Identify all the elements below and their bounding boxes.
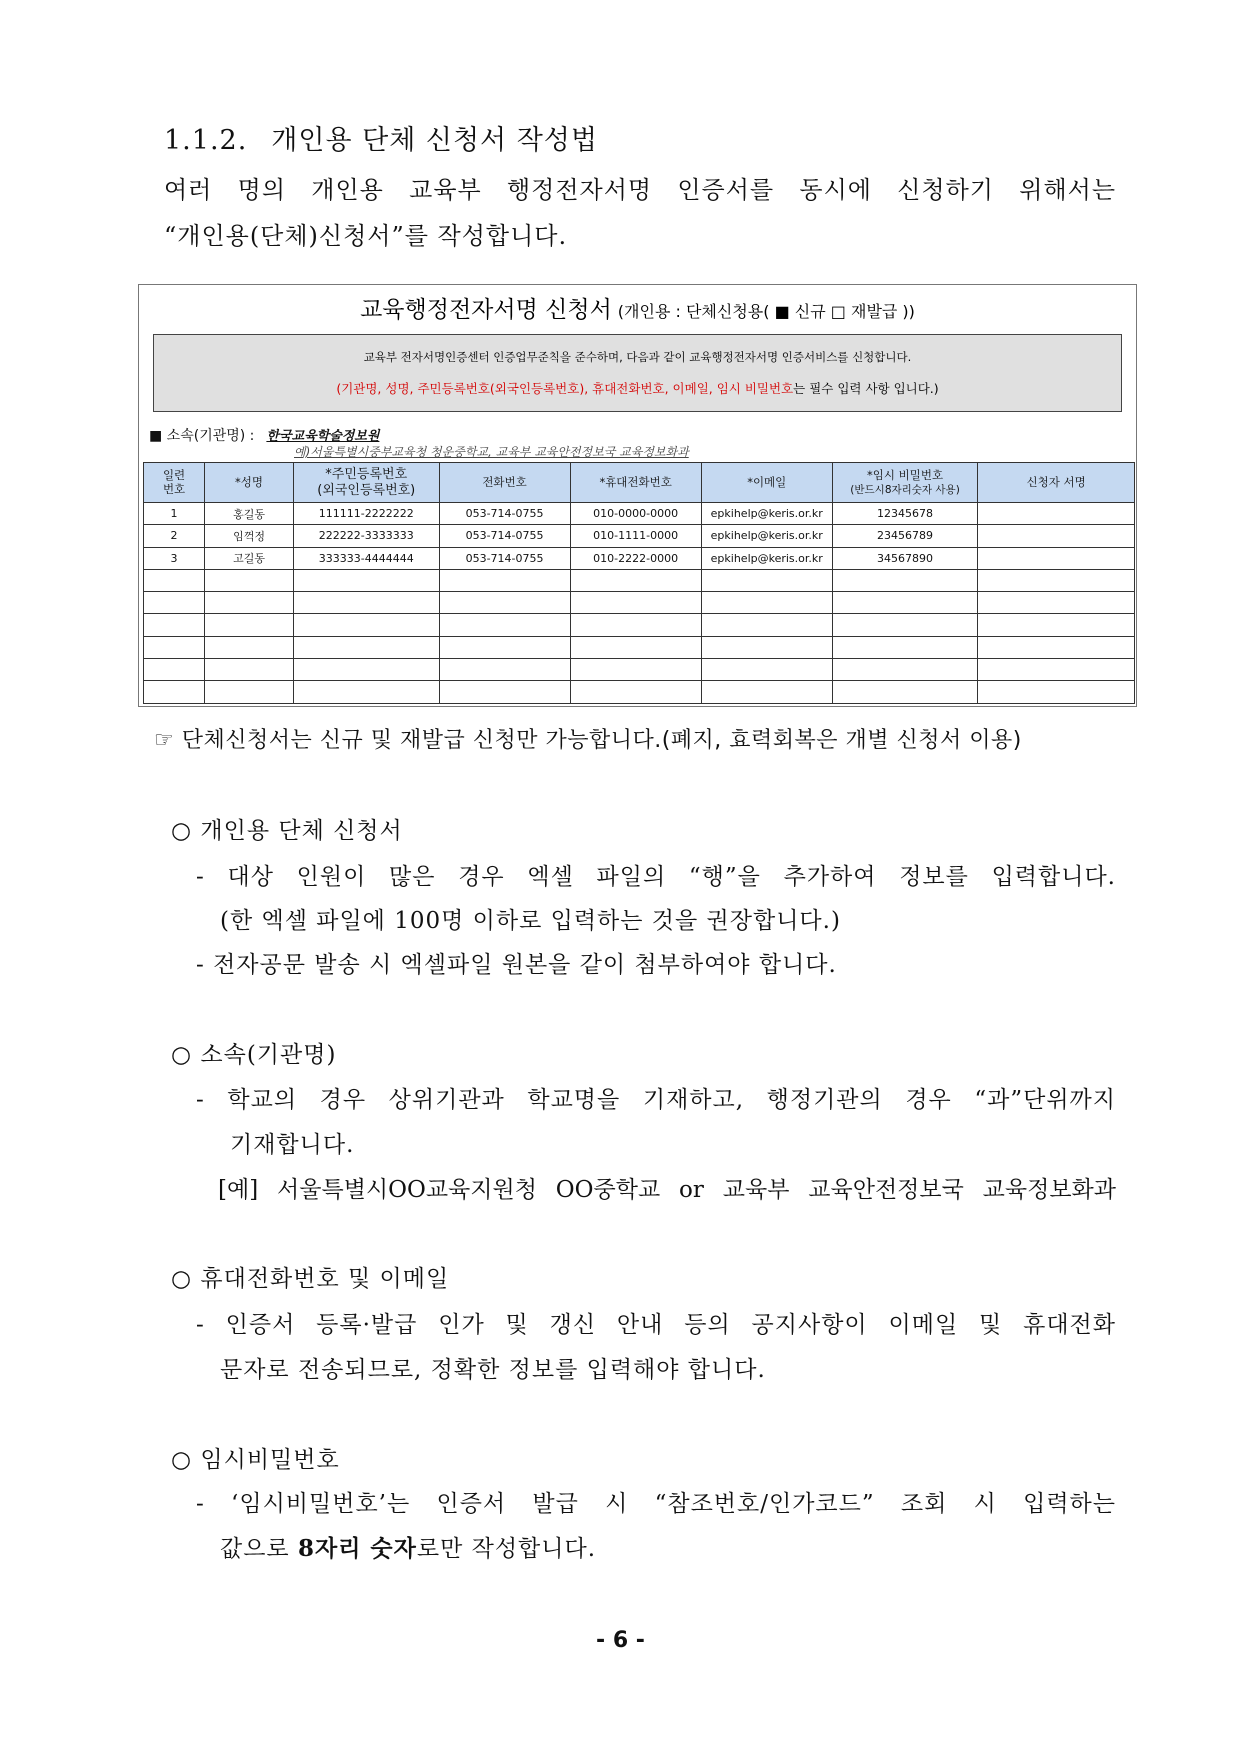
table-row-empty xyxy=(144,614,1135,636)
notice-required-fields: (기관명, 성명, 주민등록번호(외국인등록번호), 휴대전화번호, 이메일, 임시 비밀번호 xyxy=(336,381,794,396)
cell-email: epkihelp@keris.or.kr xyxy=(701,547,832,569)
cell-empty xyxy=(293,569,439,591)
section-3-item-1-cont: 문자로 전송되므로, 정확한 정보를 입력해야 합니다. xyxy=(220,1357,766,1383)
intro-line-1: 여러 명의 개인용 교육부 행정전자서명 인증서를 동시에 신청하기 위해서는 xyxy=(164,176,1116,204)
affiliation-example: 예)서울특별시중부교육청 청운중학교, 교육부 교육안전정보국 교육정보화과 xyxy=(294,445,689,459)
col-mobile: *휴대전화번호 xyxy=(570,463,701,503)
cell-empty xyxy=(205,614,294,636)
form-subtitle: (개인용 : 단체신청용( ■ 신규 □ 재발급 )) xyxy=(617,302,915,321)
cell-empty xyxy=(205,636,294,658)
cell-empty xyxy=(832,569,978,591)
cell-mobile: 010-0000-0000 xyxy=(570,503,701,525)
section-number: 1.1.2. xyxy=(164,125,248,156)
cell-no: 2 xyxy=(144,525,205,547)
cell-empty xyxy=(978,569,1135,591)
section-4-title: ○ 임시비밀번호 xyxy=(171,1447,340,1473)
cell-pw: 23456789 xyxy=(832,525,978,547)
table-row-empty xyxy=(144,569,1135,591)
cell-empty xyxy=(293,592,439,614)
col-serial: 일련 번호 xyxy=(144,463,205,503)
form-title-text: 교육행정전자서명 신청서 xyxy=(360,297,612,323)
cell-empty xyxy=(978,659,1135,681)
cell-empty xyxy=(293,636,439,658)
cell-empty xyxy=(978,614,1135,636)
cell-empty xyxy=(832,636,978,658)
section-1-item-1: - 대상 인원이 많은 경우 엑셀 파일의 “행”을 추가하여 정보를 입력합니다. xyxy=(196,864,1116,890)
section-2-example: [예] 서울특별시OO교육지원청 OO중학교 or 교육부 교육안전정보국 교육정보화과 xyxy=(218,1177,1116,1203)
cell-pw: 34567890 xyxy=(832,547,978,569)
s4-cont-c: 로만 작성합니다. xyxy=(416,1536,597,1562)
affiliation-line xyxy=(149,425,379,445)
section-1-item-2: - 전자공문 발송 시 엑셀파일 원본을 같이 첨부하여야 합니다. xyxy=(196,952,837,978)
cell-empty xyxy=(144,592,205,614)
cell-empty xyxy=(144,569,205,591)
cell-sign xyxy=(978,525,1135,547)
cell-empty xyxy=(293,681,439,703)
page-number: - 6 - xyxy=(596,1628,645,1653)
cell-mobile: 010-1111-0000 xyxy=(570,525,701,547)
cell-empty xyxy=(205,659,294,681)
notice-line-1: 교육부 전자서명인증센터 인증업무준칙을 준수하며, 다음과 같이 교육행정전자서명 인증서비스를 신청합니다. xyxy=(363,350,912,364)
cell-empty xyxy=(832,592,978,614)
section-4-item-1: - ‘임시비밀번호’는 인증서 발급 시 “참조번호/인가코드” 조회 시 입력하는 xyxy=(196,1491,1116,1517)
section-3-item-1: - 인증서 등록·발급 인가 및 갱신 안내 등의 공지사항이 이메일 및 휴대전화 xyxy=(196,1312,1116,1338)
affiliation-label: ■ 소속(기관명) : xyxy=(149,428,255,444)
cell-email: epkihelp@keris.or.kr xyxy=(701,503,832,525)
table-row-empty xyxy=(144,592,1135,614)
section-2-item-1-cont: 기재합니다. xyxy=(230,1132,355,1158)
section-1-item-1-cont: (한 엑셀 파일에 100명 이하로 입력하는 것을 권장합니다.) xyxy=(220,908,841,934)
cell-sign xyxy=(978,547,1135,569)
section-title: 개인용 단체 신청서 작성법 xyxy=(271,125,598,156)
cell-empty xyxy=(144,659,205,681)
cell-empty xyxy=(205,569,294,591)
col-phone: 전화번호 xyxy=(439,463,570,503)
cell-empty xyxy=(439,569,570,591)
col-signature: 신청자 서명 xyxy=(978,463,1135,503)
applicant-table xyxy=(143,462,1135,704)
table-row xyxy=(144,503,1135,525)
cell-empty xyxy=(701,614,832,636)
cell-no: 1 xyxy=(144,503,205,525)
affiliation-value: 한국교육학술정보원 xyxy=(266,429,380,444)
col-email: *이메일 xyxy=(701,463,832,503)
cell-mobile: 010-2222-0000 xyxy=(570,547,701,569)
cell-empty xyxy=(439,636,570,658)
table-row xyxy=(144,547,1135,569)
section-2-title: ○ 소속(기관명) xyxy=(171,1042,337,1068)
col-temp-password: *임시 비밀번호 (반드시8자리숫자 사용) xyxy=(832,463,978,503)
cell-empty xyxy=(205,681,294,703)
cell-empty xyxy=(832,681,978,703)
col-rrn: *주민등록번호 (외국인등록번호) xyxy=(293,463,439,503)
cell-empty xyxy=(439,681,570,703)
cell-empty xyxy=(570,636,701,658)
cell-empty xyxy=(144,614,205,636)
tip-note: ☞ 단체신청서는 신규 및 재발급 신청만 가능합니다.(폐지, 효력회복은 개별 신청서 이용) xyxy=(154,728,1022,753)
cell-sign xyxy=(978,503,1135,525)
cell-empty xyxy=(144,636,205,658)
cell-empty xyxy=(570,659,701,681)
cell-empty xyxy=(701,569,832,591)
cell-empty xyxy=(570,681,701,703)
cell-empty xyxy=(293,659,439,681)
cell-empty xyxy=(570,569,701,591)
cell-no: 3 xyxy=(144,547,205,569)
cell-rrn: 222222-3333333 xyxy=(293,525,439,547)
cell-empty xyxy=(701,592,832,614)
cell-empty xyxy=(701,636,832,658)
cell-empty xyxy=(439,659,570,681)
form-title xyxy=(139,291,1136,324)
cell-name: 홍길동 xyxy=(205,503,294,525)
cell-empty xyxy=(570,614,701,636)
table-header-row xyxy=(144,463,1135,503)
application-form-image xyxy=(138,284,1137,707)
cell-empty xyxy=(978,592,1135,614)
cell-empty xyxy=(570,592,701,614)
cell-phone: 053-714-0755 xyxy=(439,503,570,525)
cell-name: 임꺽정 xyxy=(205,525,294,547)
table-row-empty xyxy=(144,681,1135,703)
s4-cont-bold: 8자리 숫자 xyxy=(297,1535,417,1562)
cell-empty xyxy=(439,614,570,636)
cell-name: 고길동 xyxy=(205,547,294,569)
cell-empty xyxy=(832,614,978,636)
cell-empty xyxy=(701,659,832,681)
cell-empty xyxy=(978,681,1135,703)
cell-email: epkihelp@keris.or.kr xyxy=(701,525,832,547)
cell-empty xyxy=(293,614,439,636)
intro-line-2: “개인용(단체)신청서”를 작성합니다. xyxy=(164,222,568,250)
section-1-title: ○ 개인용 단체 신청서 xyxy=(171,818,403,844)
section-heading xyxy=(164,118,598,157)
section-4-item-1-cont xyxy=(220,1530,596,1563)
cell-empty xyxy=(832,659,978,681)
table-row-empty xyxy=(144,636,1135,658)
cell-empty xyxy=(144,681,205,703)
cell-empty xyxy=(439,592,570,614)
section-3-title: ○ 휴대전화번호 및 이메일 xyxy=(171,1266,450,1292)
cell-empty xyxy=(978,636,1135,658)
col-name: *성명 xyxy=(205,463,294,503)
s4-cont-a: 값으로 xyxy=(220,1536,298,1562)
notice-required-suffix: 는 필수 입력 사항 입니다.) xyxy=(793,381,939,396)
cell-rrn: 333333-4444444 xyxy=(293,547,439,569)
cell-empty xyxy=(205,592,294,614)
cell-phone: 053-714-0755 xyxy=(439,525,570,547)
cell-phone: 053-714-0755 xyxy=(439,547,570,569)
table-row-empty xyxy=(144,659,1135,681)
cell-empty xyxy=(701,681,832,703)
form-notice xyxy=(153,334,1122,412)
notice-line-2 xyxy=(154,379,1121,397)
cell-pw: 12345678 xyxy=(832,503,978,525)
table-row xyxy=(144,525,1135,547)
cell-rrn: 111111-2222222 xyxy=(293,503,439,525)
section-2-item-1: - 학교의 경우 상위기관과 학교명을 기재하고, 행정기관의 경우 “과”단위까지 xyxy=(196,1087,1116,1113)
